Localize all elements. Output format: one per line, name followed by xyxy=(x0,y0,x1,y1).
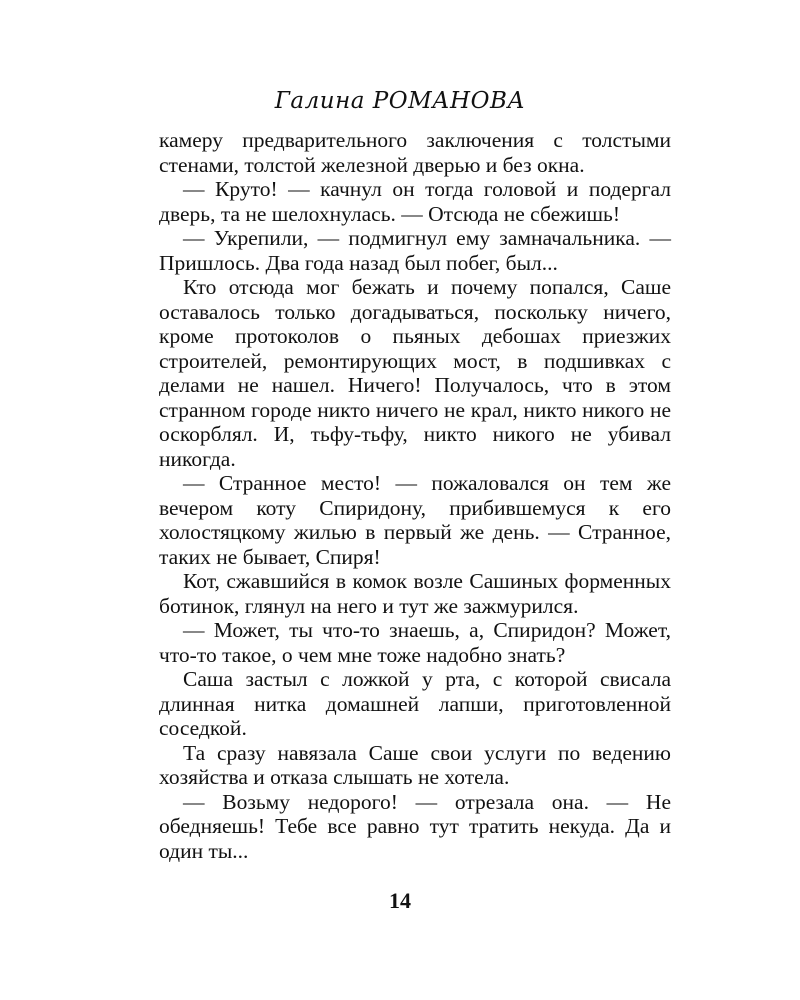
paragraph: Та сразу навязала Саше свои услуги по ведению хозяйства и отказа слышать не хотела. xyxy=(159,740,671,789)
body-text xyxy=(159,128,671,863)
paragraph: Кто отсюда мог бежать и почему попался, Саше оставалось только догадываться, поскольку ничего, кроме протоколов о пьяных дебошах приезжих строителей, ремонтирующих мост, в подшивках с делами не нашел. Ничего! Получалось, что в этом странном городе никто ничего не крал, никто никого не оскорблял. И, тьфу-тьфу, никто никого не убивал никогда. xyxy=(159,275,671,471)
paragraph: — Может, ты что-то знаешь, а, Спиридон? Может, что-то такое, о чем мне тоже надобно знать? xyxy=(159,618,671,667)
paragraph: — Укрепили, — подмигнул ему замначальника. — Пришлось. Два года назад был побег, был... xyxy=(159,226,671,275)
page-number: 14 xyxy=(389,888,411,913)
paragraph: камеру предварительного заключения с толстыми стенами, толстой железной дверью и без окна. xyxy=(159,128,671,177)
paragraph: — Странное место! — пожаловался он тем же вечером коту Спиридону, прибившемуся к его холостяцкому жилью в первый же день. — Странное, таких не бывает, Спиря! xyxy=(159,471,671,569)
running-header: Галина РОМАНОВА xyxy=(274,88,526,114)
paragraph: Саша застыл с ложкой у рта, с которой свисала длинная нитка домашней лапши, приготовленной соседкой. xyxy=(159,667,671,740)
paragraph: — Круто! — качнул он тогда головой и подергал дверь, та не шелохнулась. — Отсюда не сбежишь! xyxy=(159,177,671,226)
paragraph: — Возьму недорого! — отрезала она. — Не обедняешь! Тебе все равно тут тратить некуда. Да и один ты... xyxy=(159,789,671,863)
paragraph: Кот, сжавшийся в комок возле Сашиных форменных ботинок, глянул на него и тут же зажмурился. xyxy=(159,569,671,618)
